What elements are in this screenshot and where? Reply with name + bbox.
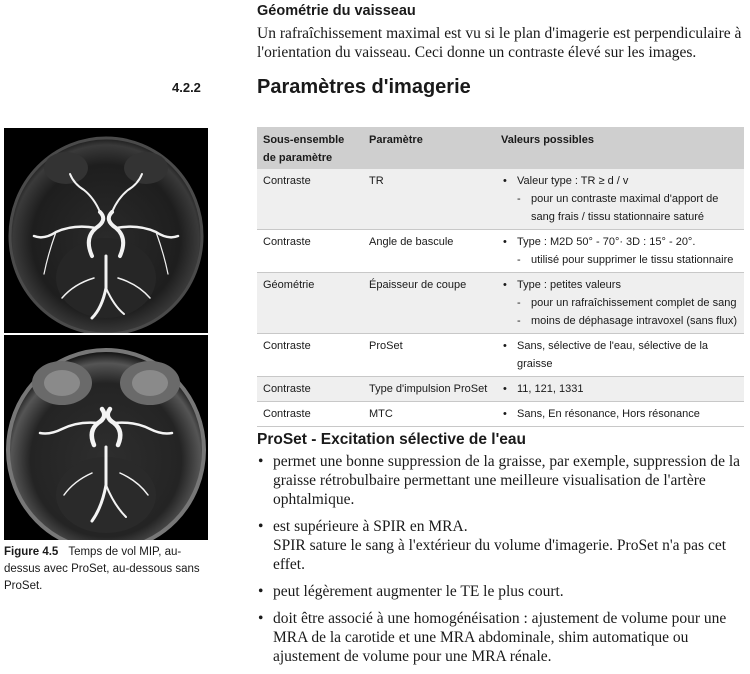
value-item: • Type : M2D 50° - 70°· 3D : 15° - 20°. bbox=[501, 233, 738, 251]
table-row bbox=[257, 402, 744, 427]
mip-image-without-proset bbox=[4, 335, 208, 540]
value-item: - pour un rafraîchissement complet de sang bbox=[501, 294, 738, 312]
proset-bullet: • permet une bonne suppression de la graisse, par exemple, suppression de la graisse rétrobulbaire permettant une meilleure visualisation de l'artère ophtalmique. bbox=[257, 452, 745, 509]
table-row bbox=[257, 230, 744, 273]
values-list bbox=[501, 337, 738, 373]
proset-bullet-list bbox=[257, 452, 745, 674]
proset-bullet: • est supérieure à SPIR en MRA. SPIR sature le sang à l'extérieur du volume d'imagerie. ProSet n'a pas cet effet. bbox=[257, 517, 745, 574]
cell-subset: Géométrie bbox=[257, 273, 363, 334]
table-row bbox=[257, 273, 744, 334]
cell-values bbox=[495, 402, 744, 427]
header-subset: Sous-ensemble de paramètre bbox=[257, 127, 363, 169]
section-number: 4.2.2 bbox=[172, 80, 201, 95]
table-row bbox=[257, 377, 744, 402]
mip-image-with-proset bbox=[4, 128, 208, 333]
cell-values bbox=[495, 273, 744, 334]
section-title: Paramètres d'imagerie bbox=[257, 76, 471, 98]
cell-subset: Contraste bbox=[257, 230, 363, 273]
value-item: - pour un contraste maximal d'apport de sang frais / tissu stationnaire saturé bbox=[501, 190, 738, 226]
cell-values bbox=[495, 230, 744, 273]
header-parameter: Paramètre bbox=[363, 127, 495, 169]
cell-parameter: Épaisseur de coupe bbox=[363, 273, 495, 334]
proset-bullet: • doit être associé à une homogénéisation : ajustement de volume pour une MRA de la carotide et une MRA abdominale, shim automatique ou ajustement de volume pour une MRA rénale. bbox=[257, 609, 745, 666]
values-list bbox=[501, 233, 738, 269]
cell-values bbox=[495, 377, 744, 402]
values-list bbox=[501, 405, 738, 423]
table-body bbox=[257, 169, 744, 427]
figure-caption bbox=[4, 544, 210, 595]
value-item: • Valeur type : TR ≥ d / v bbox=[501, 172, 738, 190]
cell-subset: Contraste bbox=[257, 402, 363, 427]
values-list bbox=[501, 380, 738, 398]
table-row bbox=[257, 334, 744, 377]
cell-subset: Contraste bbox=[257, 377, 363, 402]
table-header-row bbox=[257, 127, 744, 169]
cell-parameter: Type d'impulsion ProSet bbox=[363, 377, 495, 402]
value-item: • Sans, En résonance, Hors résonance bbox=[501, 405, 738, 423]
proset-bullet: • peut légèrement augmenter le TE le plus court. bbox=[257, 582, 745, 601]
figure-label: Figure 4.5 bbox=[4, 546, 59, 558]
values-list bbox=[501, 276, 738, 330]
proset-heading: ProSet - Excitation sélective de l'eau bbox=[257, 431, 527, 448]
cell-parameter: MTC bbox=[363, 402, 495, 427]
geometry-heading: Géométrie du vaisseau bbox=[257, 3, 416, 19]
imaging-parameters-table bbox=[257, 127, 744, 427]
cell-values bbox=[495, 169, 744, 230]
table-row bbox=[257, 169, 744, 230]
value-item: • Type : petites valeurs bbox=[501, 276, 738, 294]
values-list bbox=[501, 172, 738, 226]
header-values: Valeurs possibles bbox=[495, 127, 744, 169]
cell-parameter: TR bbox=[363, 169, 495, 230]
cell-subset: Contraste bbox=[257, 334, 363, 377]
cell-parameter: Angle de bascule bbox=[363, 230, 495, 273]
cell-subset: Contraste bbox=[257, 169, 363, 230]
value-item: - utilisé pour supprimer le tissu stationnaire bbox=[501, 251, 738, 269]
value-item: • 11, 121, 1331 bbox=[501, 380, 738, 398]
figure-caption-text: Temps de vol MIP, au-dessus avec ProSet, au-dessous sans ProSet. bbox=[4, 546, 200, 592]
cell-values bbox=[495, 334, 744, 377]
value-item: • Sans, sélective de l'eau, sélective de la graisse bbox=[501, 337, 738, 373]
cell-parameter: ProSet bbox=[363, 334, 495, 377]
value-item: - moins de déphasage intravoxel (sans flux) bbox=[501, 312, 738, 330]
geometry-paragraph: Un rafraîchissement maximal est vu si le plan d'imagerie est perpendiculaire à l'orientation du vaisseau. Ceci donne un contraste élevé sur les images. bbox=[257, 25, 742, 61]
